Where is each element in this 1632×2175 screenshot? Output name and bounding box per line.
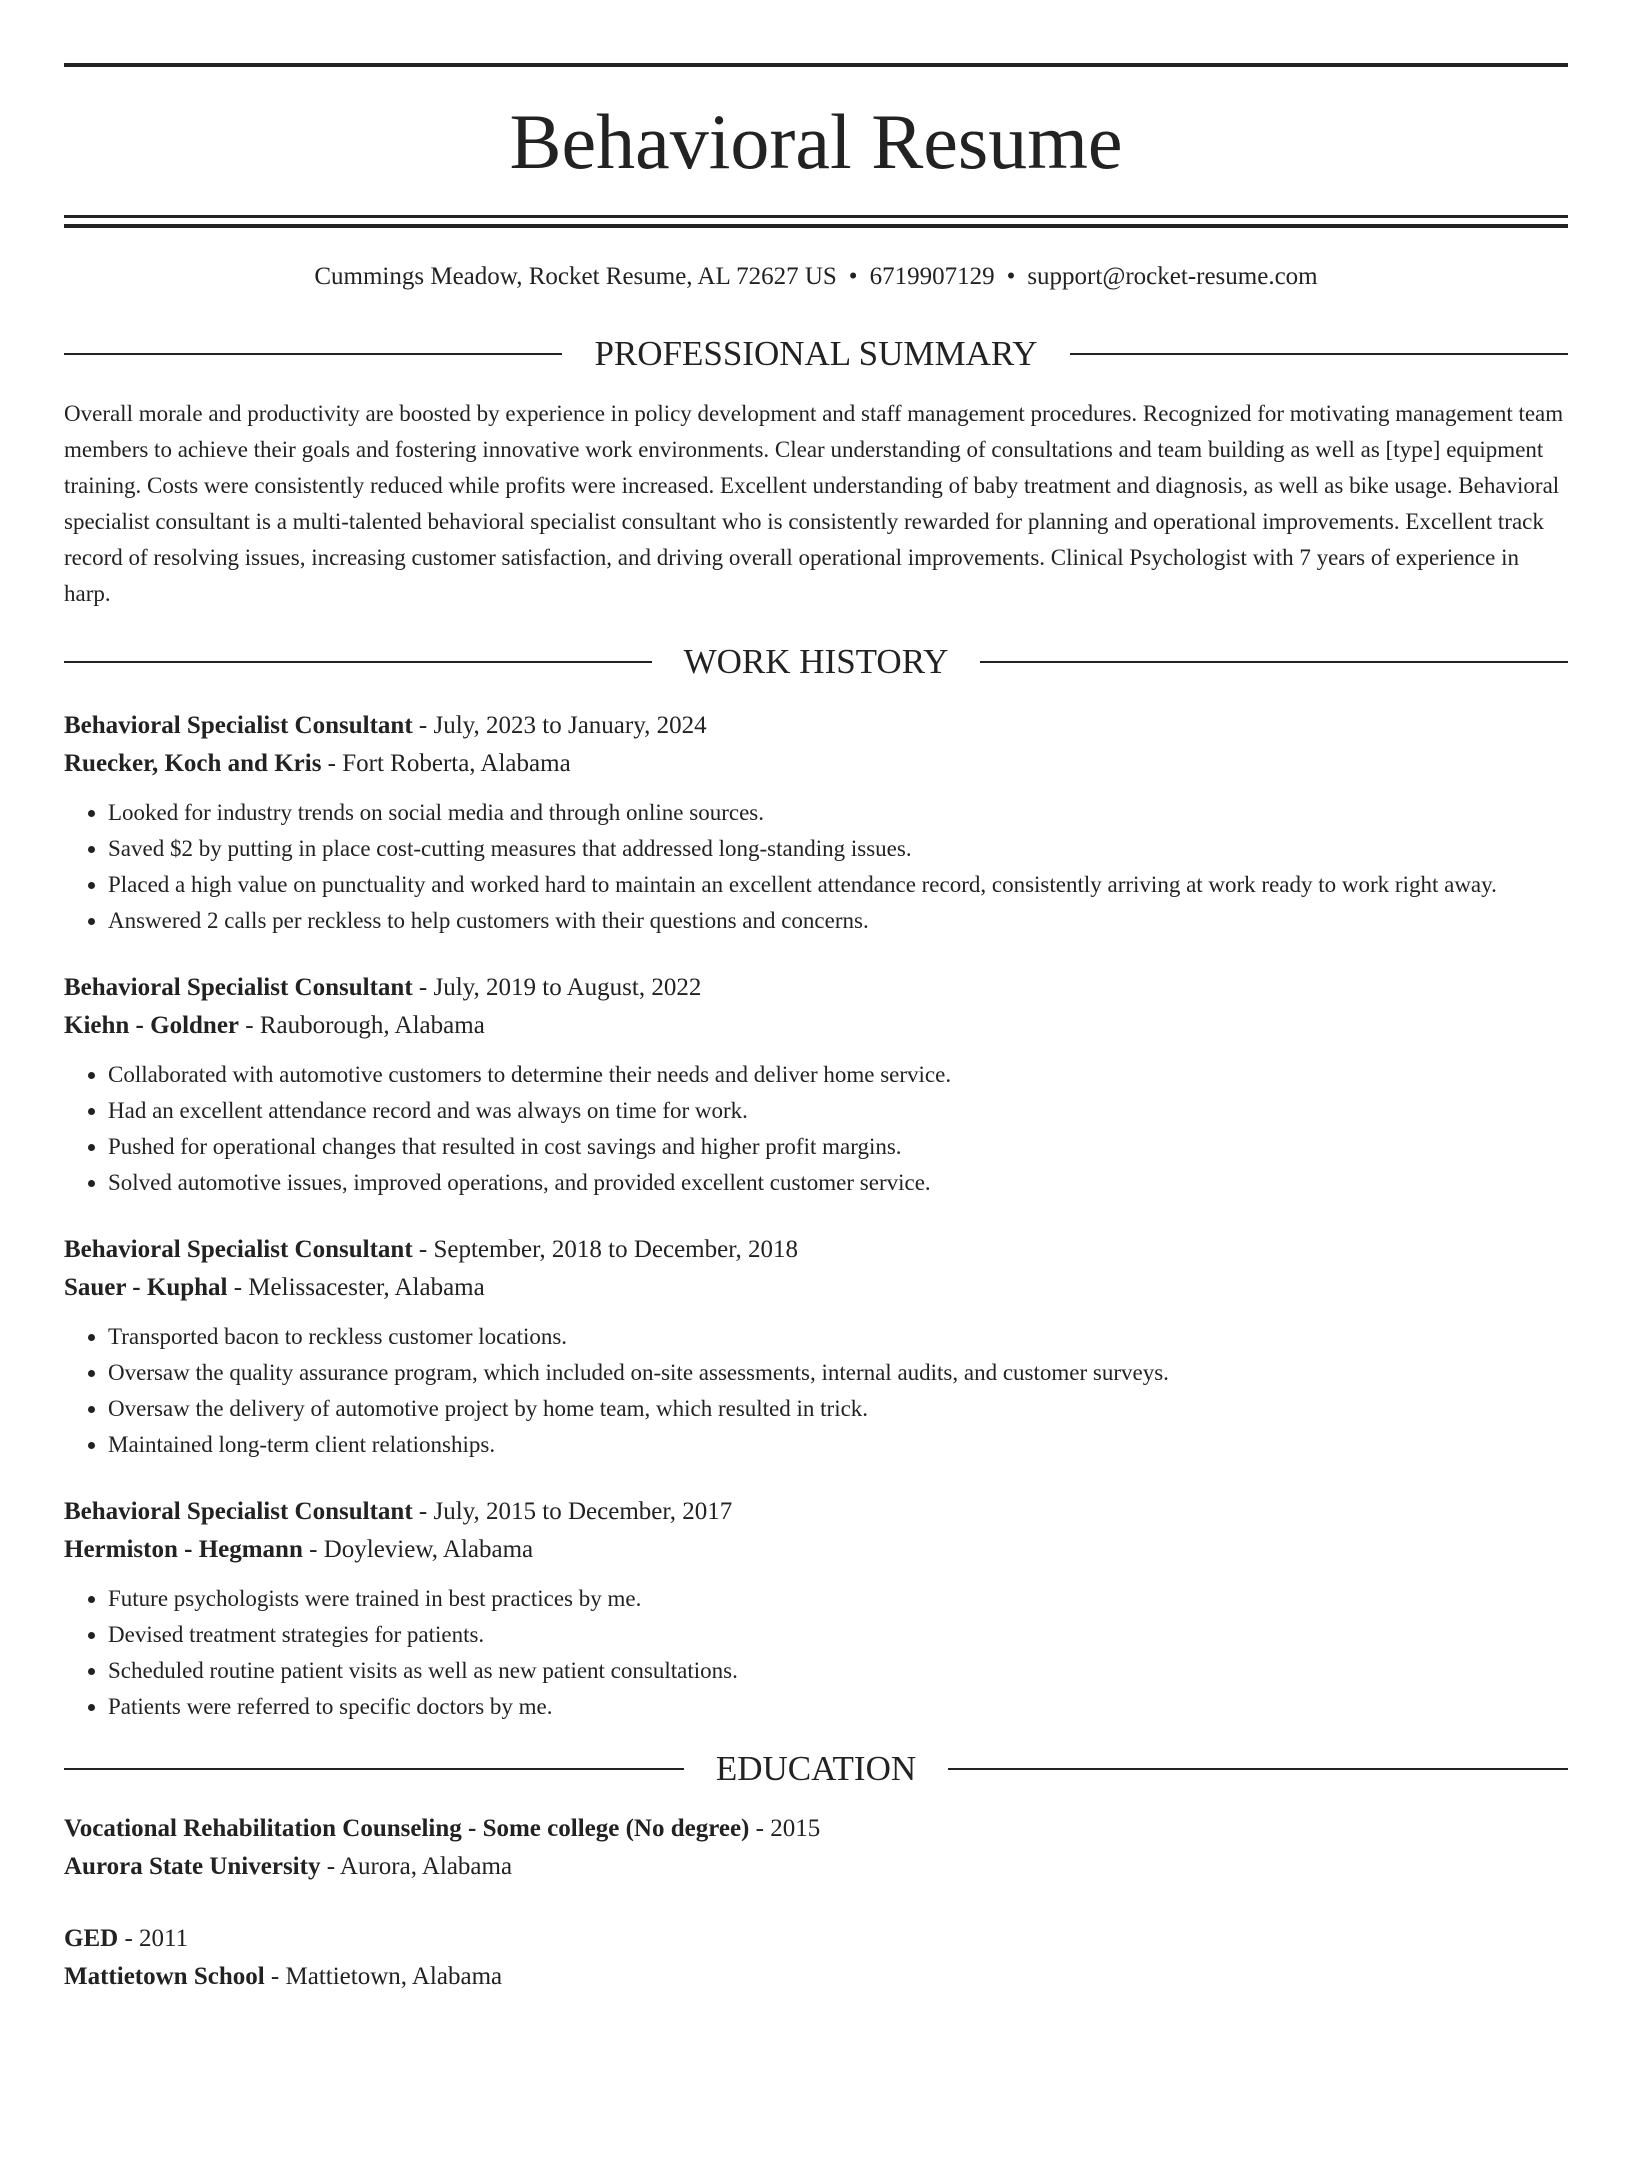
job-company: Sauer - Kuphal bbox=[64, 1274, 228, 1301]
job-dates: - July, 2019 to August, 2022 bbox=[412, 974, 702, 1001]
education-heading-text: EDUCATION bbox=[715, 1749, 917, 1788]
heading-rule-left bbox=[64, 353, 562, 355]
job-bullet: • Oversaw the delivery of automotive project by home team, which resulted in trick. bbox=[108, 1391, 1568, 1427]
job-company-row bbox=[64, 1269, 1568, 1307]
summary-text: Overall morale and productivity are boosted by experience in policy development and staff management procedures. Recognized for motivating management team members to achieve their goals and fostering innovative work environments. Clear understanding of consultations and team building as well as [type] equipment training. Costs were consistently reduced while profits were increased. Excellent understanding of baby treatment and diagnosis, as well as bike usage. Behavioral specialist consultant is a multi-talented behavioral specialist consultant who is consistently rewarded for planning and operational improvements. Excellent track record of resolving issues, increasing customer satisfaction, and driving overall operational improvements. Clinical Psychologist with 7 years of experience in harp. bbox=[64, 401, 1564, 606]
education-entry bbox=[64, 1810, 1568, 1886]
job-title-row bbox=[64, 1231, 1568, 1269]
job-bullet: • Devised treatment strategies for patients. bbox=[108, 1617, 1568, 1653]
job-title: Behavioral Specialist Consultant bbox=[64, 1498, 413, 1525]
job-bullet: • Saved $2 by putting in place cost-cutting measures that addressed long-standing issues. bbox=[108, 831, 1568, 867]
education-heading bbox=[64, 1751, 1568, 1786]
education-location: - Mattietown, Alabama bbox=[264, 1963, 503, 1990]
job-bullet: • Patients were referred to specific doctors by me. bbox=[108, 1689, 1568, 1725]
job-bullet: • Collaborated with automotive customers to determine their needs and deliver home service. bbox=[108, 1057, 1568, 1093]
contact-address: Cummings Meadow, Rocket Resume, AL 72627 US bbox=[314, 263, 837, 290]
education-entry bbox=[64, 1920, 1568, 1996]
job-company: Kiehn - Goldner bbox=[64, 1012, 240, 1039]
job-company-row bbox=[64, 745, 1568, 783]
job-location: - Fort Roberta, Alabama bbox=[321, 750, 571, 777]
job-bullet: • Maintained long-term client relationships. bbox=[108, 1427, 1568, 1463]
work-history-heading-text: WORK HISTORY bbox=[683, 642, 949, 681]
job-dates: - September, 2018 to December, 2018 bbox=[412, 1236, 799, 1263]
heading-rule-left bbox=[64, 1768, 684, 1770]
job-bullet: • Looked for industry trends on social media and through online sources. bbox=[108, 795, 1568, 831]
resume-name: Behavioral Resume bbox=[509, 98, 1123, 185]
job-location: - Doyleview, Alabama bbox=[302, 1536, 534, 1563]
job-title-row bbox=[64, 969, 1568, 1007]
summary-heading bbox=[64, 336, 1568, 371]
education-school: Aurora State University bbox=[64, 1853, 321, 1880]
job-title: Behavioral Specialist Consultant bbox=[64, 712, 413, 739]
job-entry bbox=[64, 1231, 1568, 1463]
job-bullet: • Oversaw the quality assurance program, which included on-site assessments, internal audits, and customer surveys. bbox=[108, 1355, 1568, 1391]
job-bullet: • Scheduled routine patient visits as well as new patient consultations. bbox=[108, 1653, 1568, 1689]
work-history-heading bbox=[64, 644, 1568, 679]
job-entry bbox=[64, 969, 1568, 1201]
contact-separator: • bbox=[1006, 263, 1016, 290]
heading-rule-right bbox=[980, 661, 1568, 663]
job-bullet: • Solved automotive issues, improved operations, and provided excellent customer service. bbox=[108, 1165, 1568, 1201]
job-entry bbox=[64, 707, 1568, 939]
job-location: - Melissacester, Alabama bbox=[227, 1274, 485, 1301]
education-school-row bbox=[64, 1958, 1568, 1996]
education-degree-row bbox=[64, 1920, 1568, 1958]
heading-rule-right bbox=[1070, 353, 1568, 355]
education-degree: Vocational Rehabilitation Counseling - Some college (No degree) bbox=[64, 1815, 750, 1842]
contact-separator: • bbox=[848, 263, 858, 290]
job-bullets bbox=[64, 1581, 1568, 1725]
job-company-row bbox=[64, 1007, 1568, 1045]
job-bullet: • Had an excellent attendance record and was always on time for work. bbox=[108, 1093, 1568, 1129]
job-bullet: • Future psychologists were trained in best practices by me. bbox=[108, 1581, 1568, 1617]
job-bullet: • Pushed for operational changes that resulted in cost savings and higher profit margins. bbox=[108, 1129, 1568, 1165]
job-company: Hermiston - Hegmann bbox=[64, 1536, 303, 1563]
heading-rule-right bbox=[948, 1768, 1568, 1770]
job-bullet: • Placed a high value on punctuality and worked hard to maintain an excellent attendance record, consistently arriving at work ready to work right away. bbox=[108, 867, 1568, 903]
education-year: - 2011 bbox=[118, 1925, 189, 1952]
heading-rule-left bbox=[64, 661, 652, 663]
job-dates: - July, 2015 to December, 2017 bbox=[412, 1498, 733, 1525]
education-location: - Aurora, Alabama bbox=[320, 1853, 513, 1880]
job-location: - Rauborough, Alabama bbox=[239, 1012, 485, 1039]
job-bullets bbox=[64, 795, 1568, 939]
contact-line bbox=[64, 262, 1568, 292]
job-bullet: • Answered 2 calls per reckless to help customers with their questions and concerns. bbox=[108, 903, 1568, 939]
job-title: Behavioral Specialist Consultant bbox=[64, 1236, 413, 1263]
resume-page bbox=[0, 63, 1632, 2175]
job-company-row bbox=[64, 1531, 1568, 1569]
job-entry bbox=[64, 1493, 1568, 1725]
job-bullets bbox=[64, 1319, 1568, 1463]
job-bullet: • Transported bacon to reckless customer locations. bbox=[108, 1319, 1568, 1355]
contact-phone: 6719907129 bbox=[869, 263, 995, 290]
education-school-row bbox=[64, 1848, 1568, 1886]
job-dates: - July, 2023 to January, 2024 bbox=[412, 712, 707, 739]
job-company: Ruecker, Koch and Kris bbox=[64, 750, 322, 777]
job-title-row bbox=[64, 1493, 1568, 1531]
job-title-row bbox=[64, 707, 1568, 745]
job-bullets bbox=[64, 1057, 1568, 1201]
education-school: Mattietown School bbox=[64, 1963, 265, 1990]
education-year: - 2015 bbox=[749, 1815, 821, 1842]
contact-email[interactable]: support@rocket-resume.com bbox=[1027, 263, 1318, 290]
name-double-rule bbox=[64, 215, 1568, 228]
job-title: Behavioral Specialist Consultant bbox=[64, 974, 413, 1001]
education-degree-row bbox=[64, 1810, 1568, 1848]
education-degree: GED bbox=[64, 1925, 119, 1952]
top-rule bbox=[64, 63, 1568, 67]
summary-heading-text: PROFESSIONAL SUMMARY bbox=[594, 334, 1038, 373]
